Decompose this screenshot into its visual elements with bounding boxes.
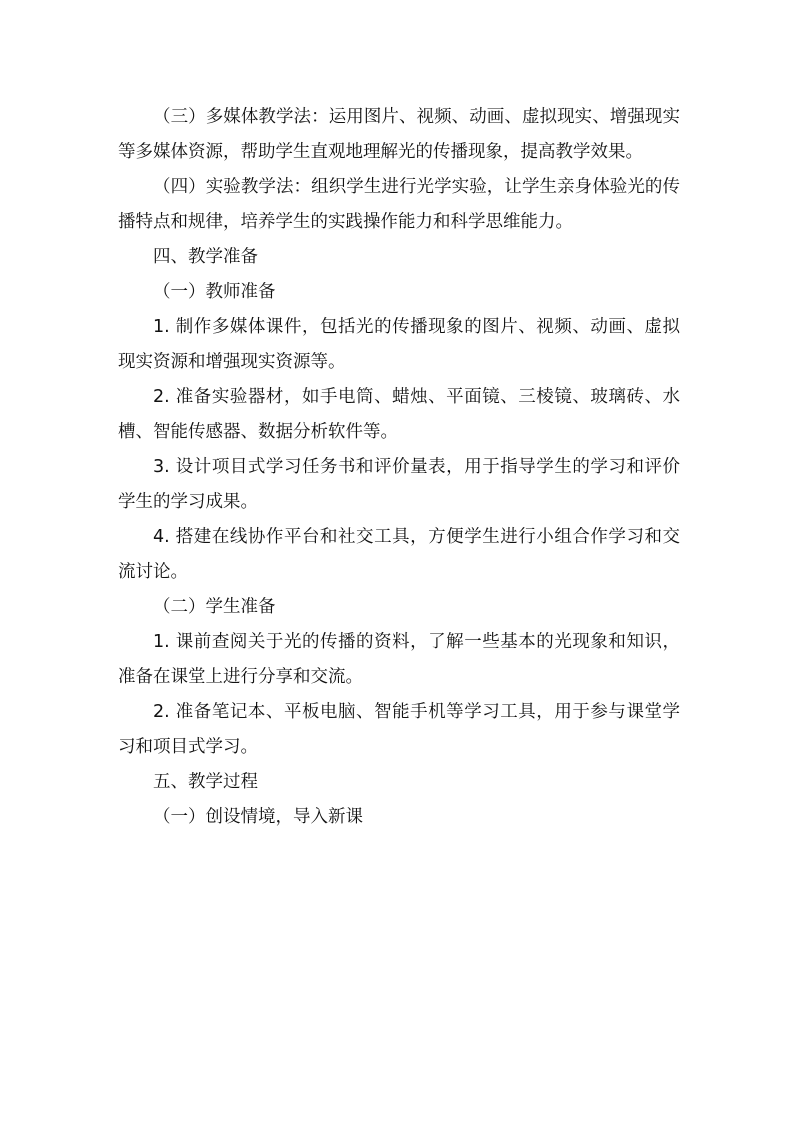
list-item-student-2: 2. 准备笔记本、平板电脑、智能手机等学习工具，用于参与课堂学习和项目式学习。	[118, 702, 680, 757]
paragraph-multimedia-method: （三）多媒体教学法：运用图片、视频、动画、虚拟现实、增强现实等多媒体资源，帮助学生直观地理解光的传播现象，提高教学效果。	[118, 107, 680, 162]
heading-teaching-preparation: 四、教学准备	[153, 247, 258, 267]
paragraph-experiment-method: （四）实验教学法：组织学生进行光学实验，让学生亲身体验光的传播特点和规律，培养学生的实践操作能力和科学思维能力。	[118, 177, 680, 232]
heading-teaching-process: 五、教学过程	[153, 772, 258, 792]
subheading-create-situation: （一）创设情境，导入新课	[153, 807, 363, 827]
subheading-teacher-preparation: （一）教师准备	[153, 282, 276, 302]
list-item-teacher-1: 1. 制作多媒体课件，包括光的传播现象的图片、视频、动画、虚拟现实资源和增强现实资源等。	[118, 317, 680, 372]
list-item-teacher-4: 4. 搭建在线协作平台和社交工具，方便学生进行小组合作学习和交流讨论。	[118, 527, 680, 582]
list-item-teacher-3: 3. 设计项目式学习任务书和评价量表，用于指导学生的学习和评价学生的学习成果。	[118, 457, 680, 512]
document-page	[118, 100, 680, 835]
list-item-student-1: 1. 课前查阅关于光的传播的资料，了解一些基本的光现象和知识，准备在课堂上进行分享和交流。	[118, 632, 680, 687]
subheading-student-preparation: （二）学生准备	[153, 597, 276, 617]
list-item-teacher-2: 2. 准备实验器材，如手电筒、蜡烛、平面镜、三棱镜、玻璃砖、水槽、智能传感器、数据分析软件等。	[118, 387, 680, 442]
